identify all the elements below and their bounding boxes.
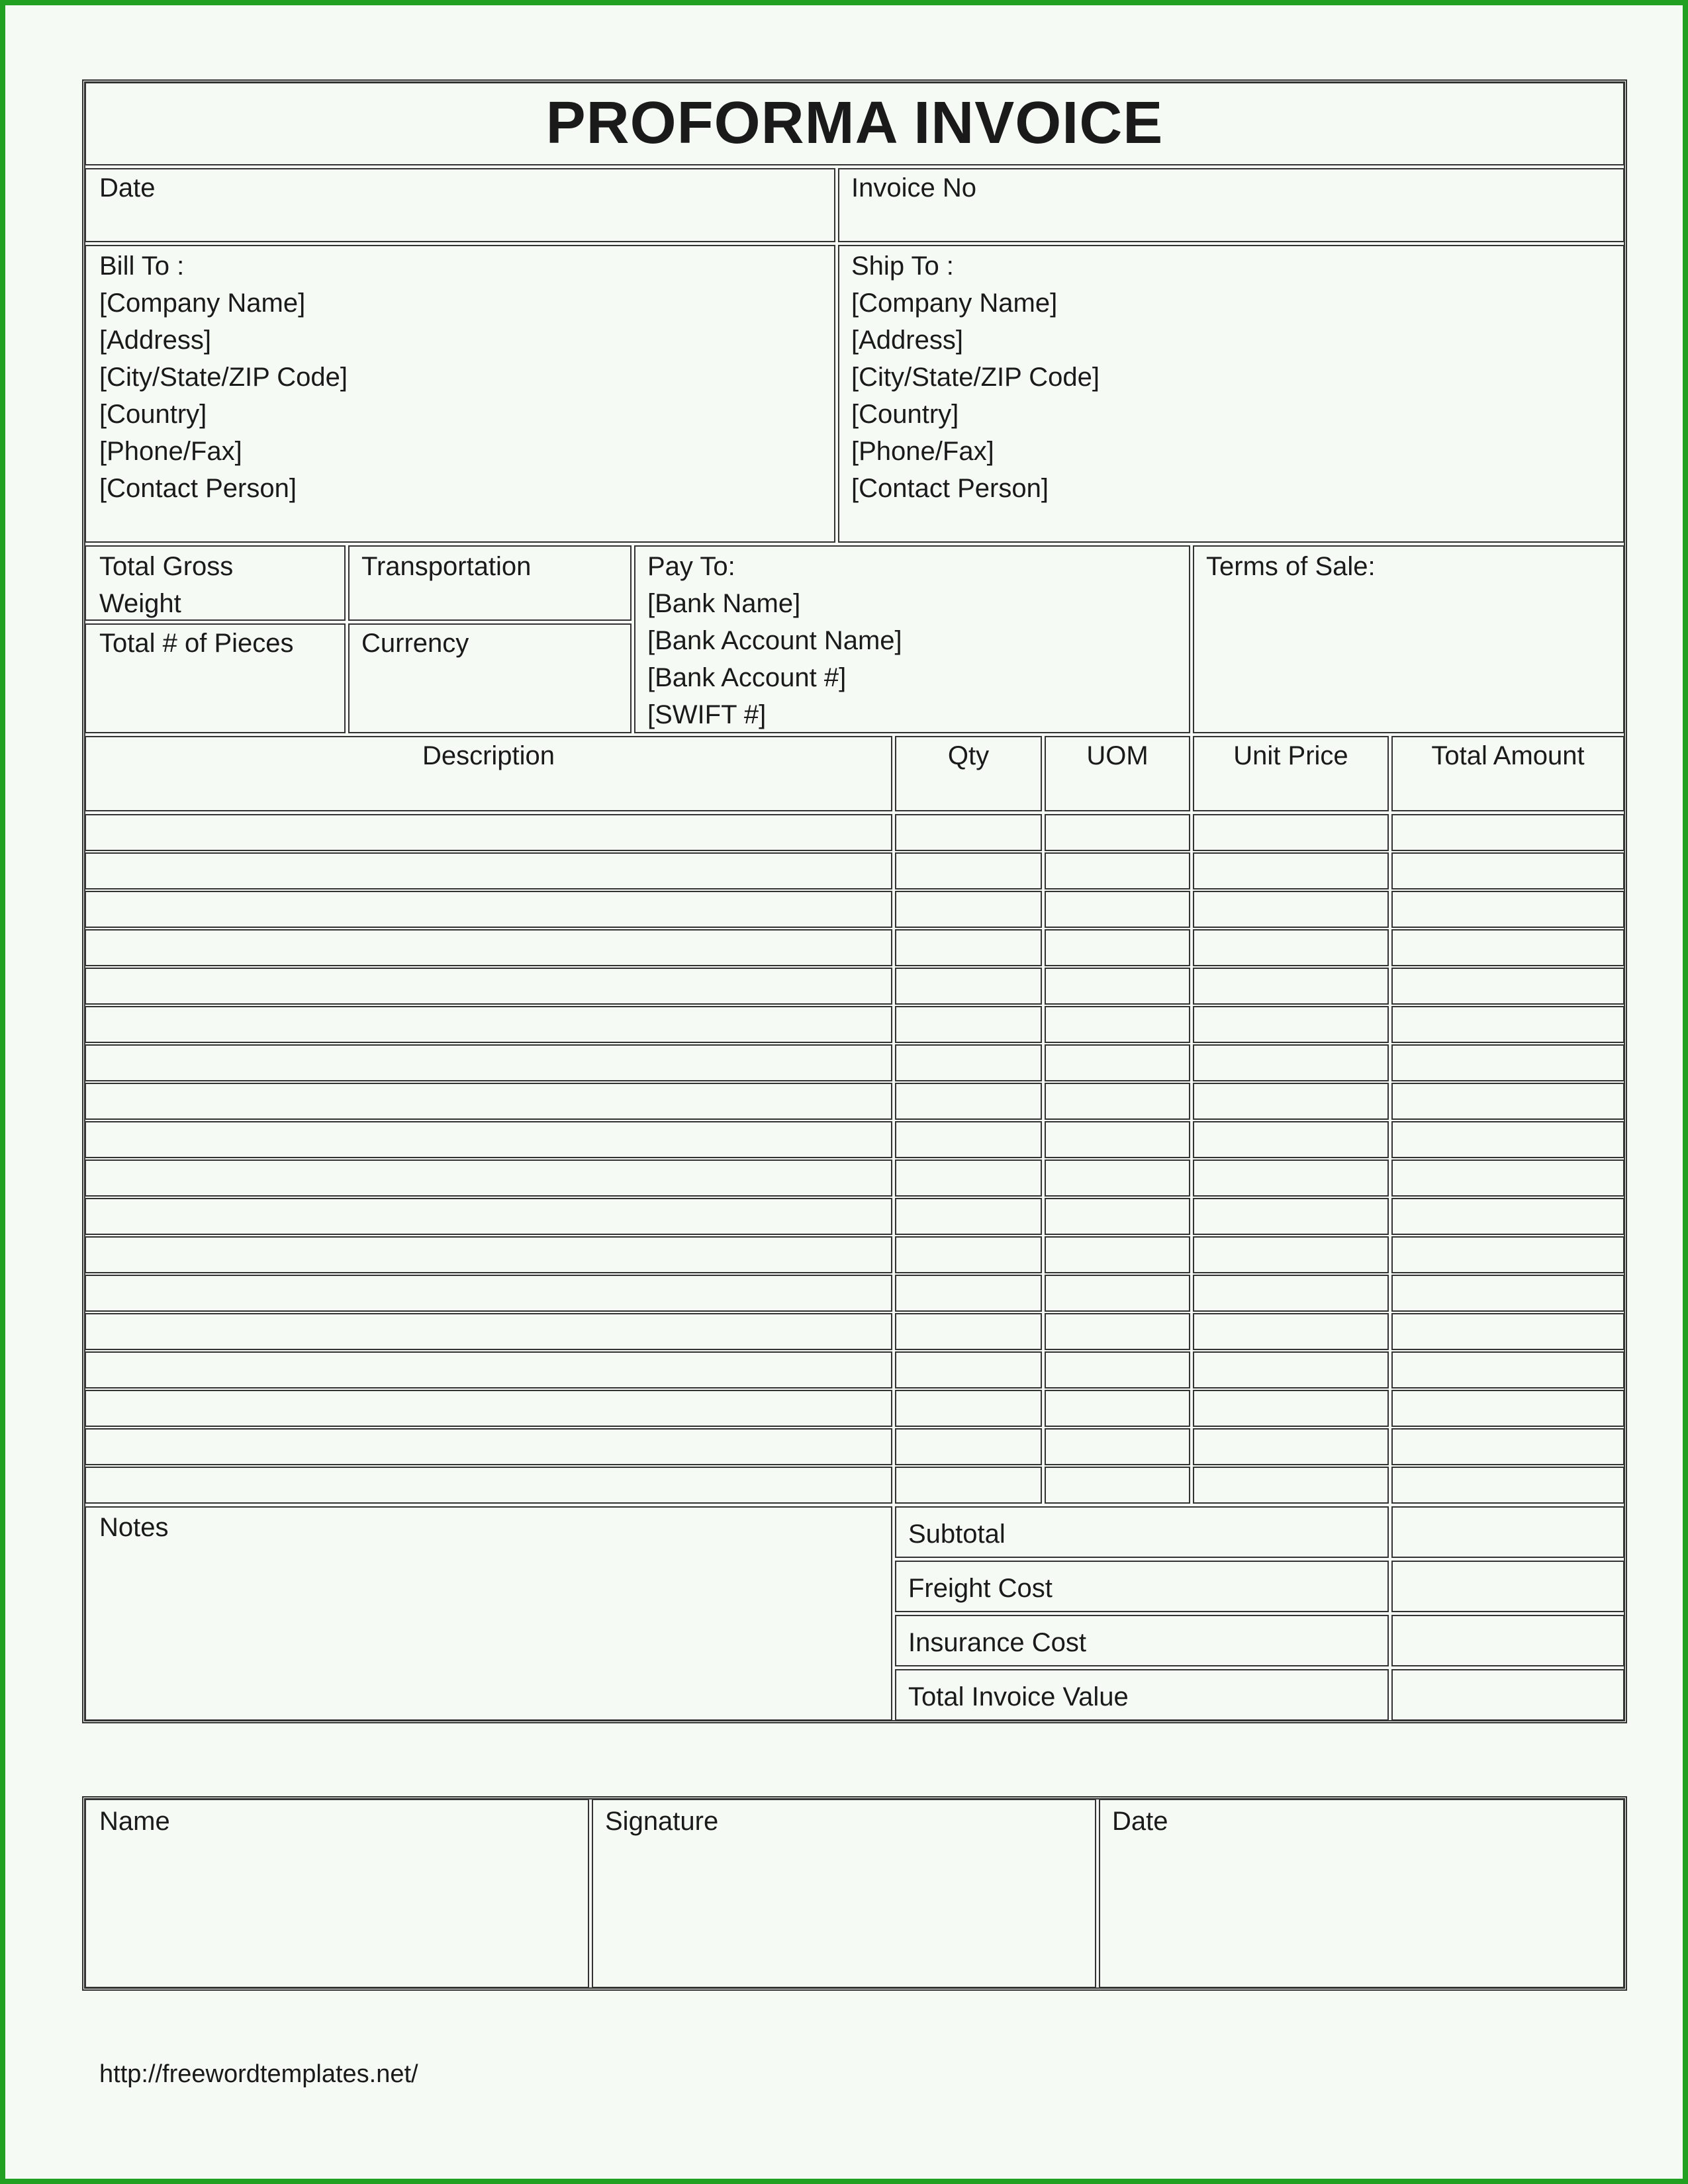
table-cell-unit-price[interactable]: [1193, 852, 1389, 889]
table-cell-total-amount[interactable]: [1391, 1428, 1624, 1465]
pay-to-line: [SWIFT #]: [647, 700, 767, 729]
pay-to-label: Pay To:: [647, 552, 735, 581]
bill-to-line: [City/State/ZIP Code]: [99, 363, 348, 392]
table-cell-qty[interactable]: [895, 1390, 1042, 1427]
table-cell-unit-price[interactable]: [1193, 1121, 1389, 1158]
table-cell-total-amount[interactable]: [1391, 1351, 1624, 1388]
table-cell-description[interactable]: [85, 1467, 892, 1504]
table-cell-uom[interactable]: [1045, 1160, 1190, 1197]
insurance-cost-label: Insurance Cost: [908, 1628, 1087, 1657]
column-header-total-amount: Total Amount: [1431, 741, 1585, 770]
bill-to-label: Bill To :: [99, 251, 185, 281]
table-cell-description[interactable]: [85, 1160, 892, 1197]
table-cell-qty[interactable]: [895, 1351, 1042, 1388]
subtotal-label: Subtotal: [908, 1520, 1006, 1549]
table-cell-unit-price[interactable]: [1193, 1275, 1389, 1312]
table-cell-total-amount[interactable]: [1391, 968, 1624, 1005]
table-cell-description[interactable]: [85, 1428, 892, 1465]
table-cell-qty[interactable]: [895, 1198, 1042, 1235]
table-cell-unit-price[interactable]: [1193, 929, 1389, 966]
pay-to-line: [Bank Account #]: [647, 663, 847, 692]
gross-weight-label: Weight: [99, 589, 181, 618]
table-cell-description[interactable]: [85, 1044, 892, 1081]
table-cell-uom[interactable]: [1045, 1236, 1190, 1273]
table-cell-unit-price[interactable]: [1193, 968, 1389, 1005]
table-cell-qty[interactable]: [895, 1275, 1042, 1312]
table-cell-unit-price[interactable]: [1193, 1160, 1389, 1197]
table-cell-uom[interactable]: [1045, 1083, 1190, 1120]
bill-to-line: [Country]: [99, 400, 207, 429]
table-cell-unit-price[interactable]: [1193, 1351, 1389, 1388]
table-cell-description[interactable]: [85, 852, 892, 889]
table-cell-description[interactable]: [85, 968, 892, 1005]
table-cell-description[interactable]: [85, 1236, 892, 1273]
freight-cost-value-cell[interactable]: [1391, 1561, 1624, 1612]
table-cell-total-amount[interactable]: [1391, 852, 1624, 889]
date-cell[interactable]: [85, 168, 835, 242]
table-cell-qty[interactable]: [895, 1160, 1042, 1197]
table-cell-description[interactable]: [85, 1198, 892, 1235]
page-title: PROFORMA INVOICE: [545, 89, 1164, 156]
insurance-cost-value-cell[interactable]: [1391, 1615, 1624, 1666]
table-cell-total-amount[interactable]: [1391, 1390, 1624, 1427]
table-cell-qty[interactable]: [895, 1236, 1042, 1273]
pieces-label: Total # of Pieces: [99, 629, 294, 658]
bill-to-line: [Phone/Fax]: [99, 437, 242, 466]
ship-to-line: [Country]: [851, 400, 959, 429]
table-cell-description[interactable]: [85, 929, 892, 966]
column-header-description: Description: [422, 741, 555, 770]
notes-cell[interactable]: [85, 1506, 892, 1721]
table-cell-uom[interactable]: [1045, 1121, 1190, 1158]
table-cell-total-amount[interactable]: [1391, 1083, 1624, 1120]
table-cell-qty[interactable]: [895, 929, 1042, 966]
table-cell-uom[interactable]: [1045, 1428, 1190, 1465]
table-cell-unit-price[interactable]: [1193, 1428, 1389, 1465]
table-cell-uom[interactable]: [1045, 891, 1190, 928]
table-cell-description[interactable]: [85, 1083, 892, 1120]
table-cell-unit-price[interactable]: [1193, 1390, 1389, 1427]
bill-to-line: [Contact Person]: [99, 474, 297, 503]
table-cell-qty[interactable]: [895, 1467, 1042, 1504]
table-cell-uom[interactable]: [1045, 929, 1190, 966]
table-cell-total-amount[interactable]: [1391, 1198, 1624, 1235]
table-cell-description[interactable]: [85, 1006, 892, 1043]
table-cell-uom[interactable]: [1045, 814, 1190, 851]
table-cell-uom[interactable]: [1045, 1351, 1190, 1388]
table-cell-uom[interactable]: [1045, 968, 1190, 1005]
table-cell-unit-price[interactable]: [1193, 1006, 1389, 1043]
table-cell-unit-price[interactable]: [1193, 891, 1389, 928]
table-cell-uom[interactable]: [1045, 1467, 1190, 1504]
gross-weight-label: Total Gross: [99, 552, 234, 581]
date-label: Date: [99, 173, 156, 203]
pay-to-line: [Bank Name]: [647, 589, 801, 618]
transportation-label: Transportation: [361, 552, 532, 581]
table-cell-qty[interactable]: [895, 814, 1042, 851]
ship-to-line: [Phone/Fax]: [851, 437, 994, 466]
table-cell-qty[interactable]: [895, 1121, 1042, 1158]
table-cell-total-amount[interactable]: [1391, 1313, 1624, 1350]
table-cell-qty[interactable]: [895, 1313, 1042, 1350]
table-cell-unit-price[interactable]: [1193, 1467, 1389, 1504]
table-cell-total-amount[interactable]: [1391, 1006, 1624, 1043]
table-cell-unit-price[interactable]: [1193, 1044, 1389, 1081]
sign-date-label: Date: [1112, 1807, 1168, 1836]
table-cell-unit-price[interactable]: [1193, 1198, 1389, 1235]
signature-label: Signature: [605, 1807, 719, 1836]
ship-to-line: [Company Name]: [851, 289, 1058, 318]
freight-cost-label: Freight Cost: [908, 1574, 1053, 1603]
currency-label: Currency: [361, 629, 469, 658]
table-cell-unit-price[interactable]: [1193, 1313, 1389, 1350]
sign-date-cell[interactable]: [1099, 1799, 1624, 1988]
table-cell-uom[interactable]: [1045, 1044, 1190, 1081]
table-cell-description[interactable]: [85, 1390, 892, 1427]
table-cell-total-amount[interactable]: [1391, 1160, 1624, 1197]
table-cell-total-amount[interactable]: [1391, 814, 1624, 851]
table-cell-uom[interactable]: [1045, 1275, 1190, 1312]
ship-to-line: [Contact Person]: [851, 474, 1049, 503]
table-cell-description[interactable]: [85, 1351, 892, 1388]
table-cell-total-amount[interactable]: [1391, 1467, 1624, 1504]
notes-label: Notes: [99, 1513, 169, 1542]
column-header-uom: UOM: [1086, 741, 1149, 770]
table-cell-qty[interactable]: [895, 852, 1042, 889]
table-cell-qty[interactable]: [895, 891, 1042, 928]
table-cell-description[interactable]: [85, 891, 892, 928]
terms-of-sale-label: Terms of Sale:: [1206, 552, 1376, 581]
ship-to-line: [Address]: [851, 326, 963, 355]
table-cell-qty[interactable]: [895, 1428, 1042, 1465]
table-cell-description[interactable]: [85, 1121, 892, 1158]
table-cell-uom[interactable]: [1045, 1198, 1190, 1235]
table-cell-uom[interactable]: [1045, 1006, 1190, 1043]
table-cell-description[interactable]: [85, 814, 892, 851]
column-header-qty: Qty: [947, 741, 990, 770]
total-invoice-value-cell[interactable]: [1391, 1669, 1624, 1721]
table-cell-unit-price[interactable]: [1193, 1236, 1389, 1273]
bill-to-line: [Address]: [99, 326, 211, 355]
table-cell-unit-price[interactable]: [1193, 1083, 1389, 1120]
bill-to-line: [Company Name]: [99, 289, 306, 318]
table-cell-total-amount[interactable]: [1391, 1275, 1624, 1312]
table-cell-description[interactable]: [85, 1275, 892, 1312]
table-cell-uom[interactable]: [1045, 1313, 1190, 1350]
table-cell-description[interactable]: [85, 1313, 892, 1350]
table-cell-total-amount[interactable]: [1391, 929, 1624, 966]
table-cell-qty[interactable]: [895, 1083, 1042, 1120]
table-cell-uom[interactable]: [1045, 1390, 1190, 1427]
table-cell-qty[interactable]: [895, 1006, 1042, 1043]
table-cell-qty[interactable]: [895, 968, 1042, 1005]
subtotal-value-cell[interactable]: [1391, 1506, 1624, 1558]
total-invoice-value-label: Total Invoice Value: [908, 1682, 1129, 1711]
table-cell-unit-price[interactable]: [1193, 814, 1389, 851]
table-cell-total-amount[interactable]: [1391, 1121, 1624, 1158]
table-cell-total-amount[interactable]: [1391, 891, 1624, 928]
pay-to-line: [Bank Account Name]: [647, 626, 902, 655]
name-label: Name: [99, 1807, 170, 1836]
invoice-no-label: Invoice No: [851, 173, 976, 203]
table-cell-total-amount[interactable]: [1391, 1236, 1624, 1273]
ship-to-line: [City/State/ZIP Code]: [851, 363, 1100, 392]
column-header-unit-price: Unit Price: [1233, 741, 1348, 770]
footer-url[interactable]: http://freewordtemplates.net/: [99, 2060, 418, 2088]
table-cell-qty[interactable]: [895, 1044, 1042, 1081]
table-cell-total-amount[interactable]: [1391, 1044, 1624, 1081]
table-cell-uom[interactable]: [1045, 852, 1190, 889]
ship-to-label: Ship To :: [851, 251, 954, 281]
